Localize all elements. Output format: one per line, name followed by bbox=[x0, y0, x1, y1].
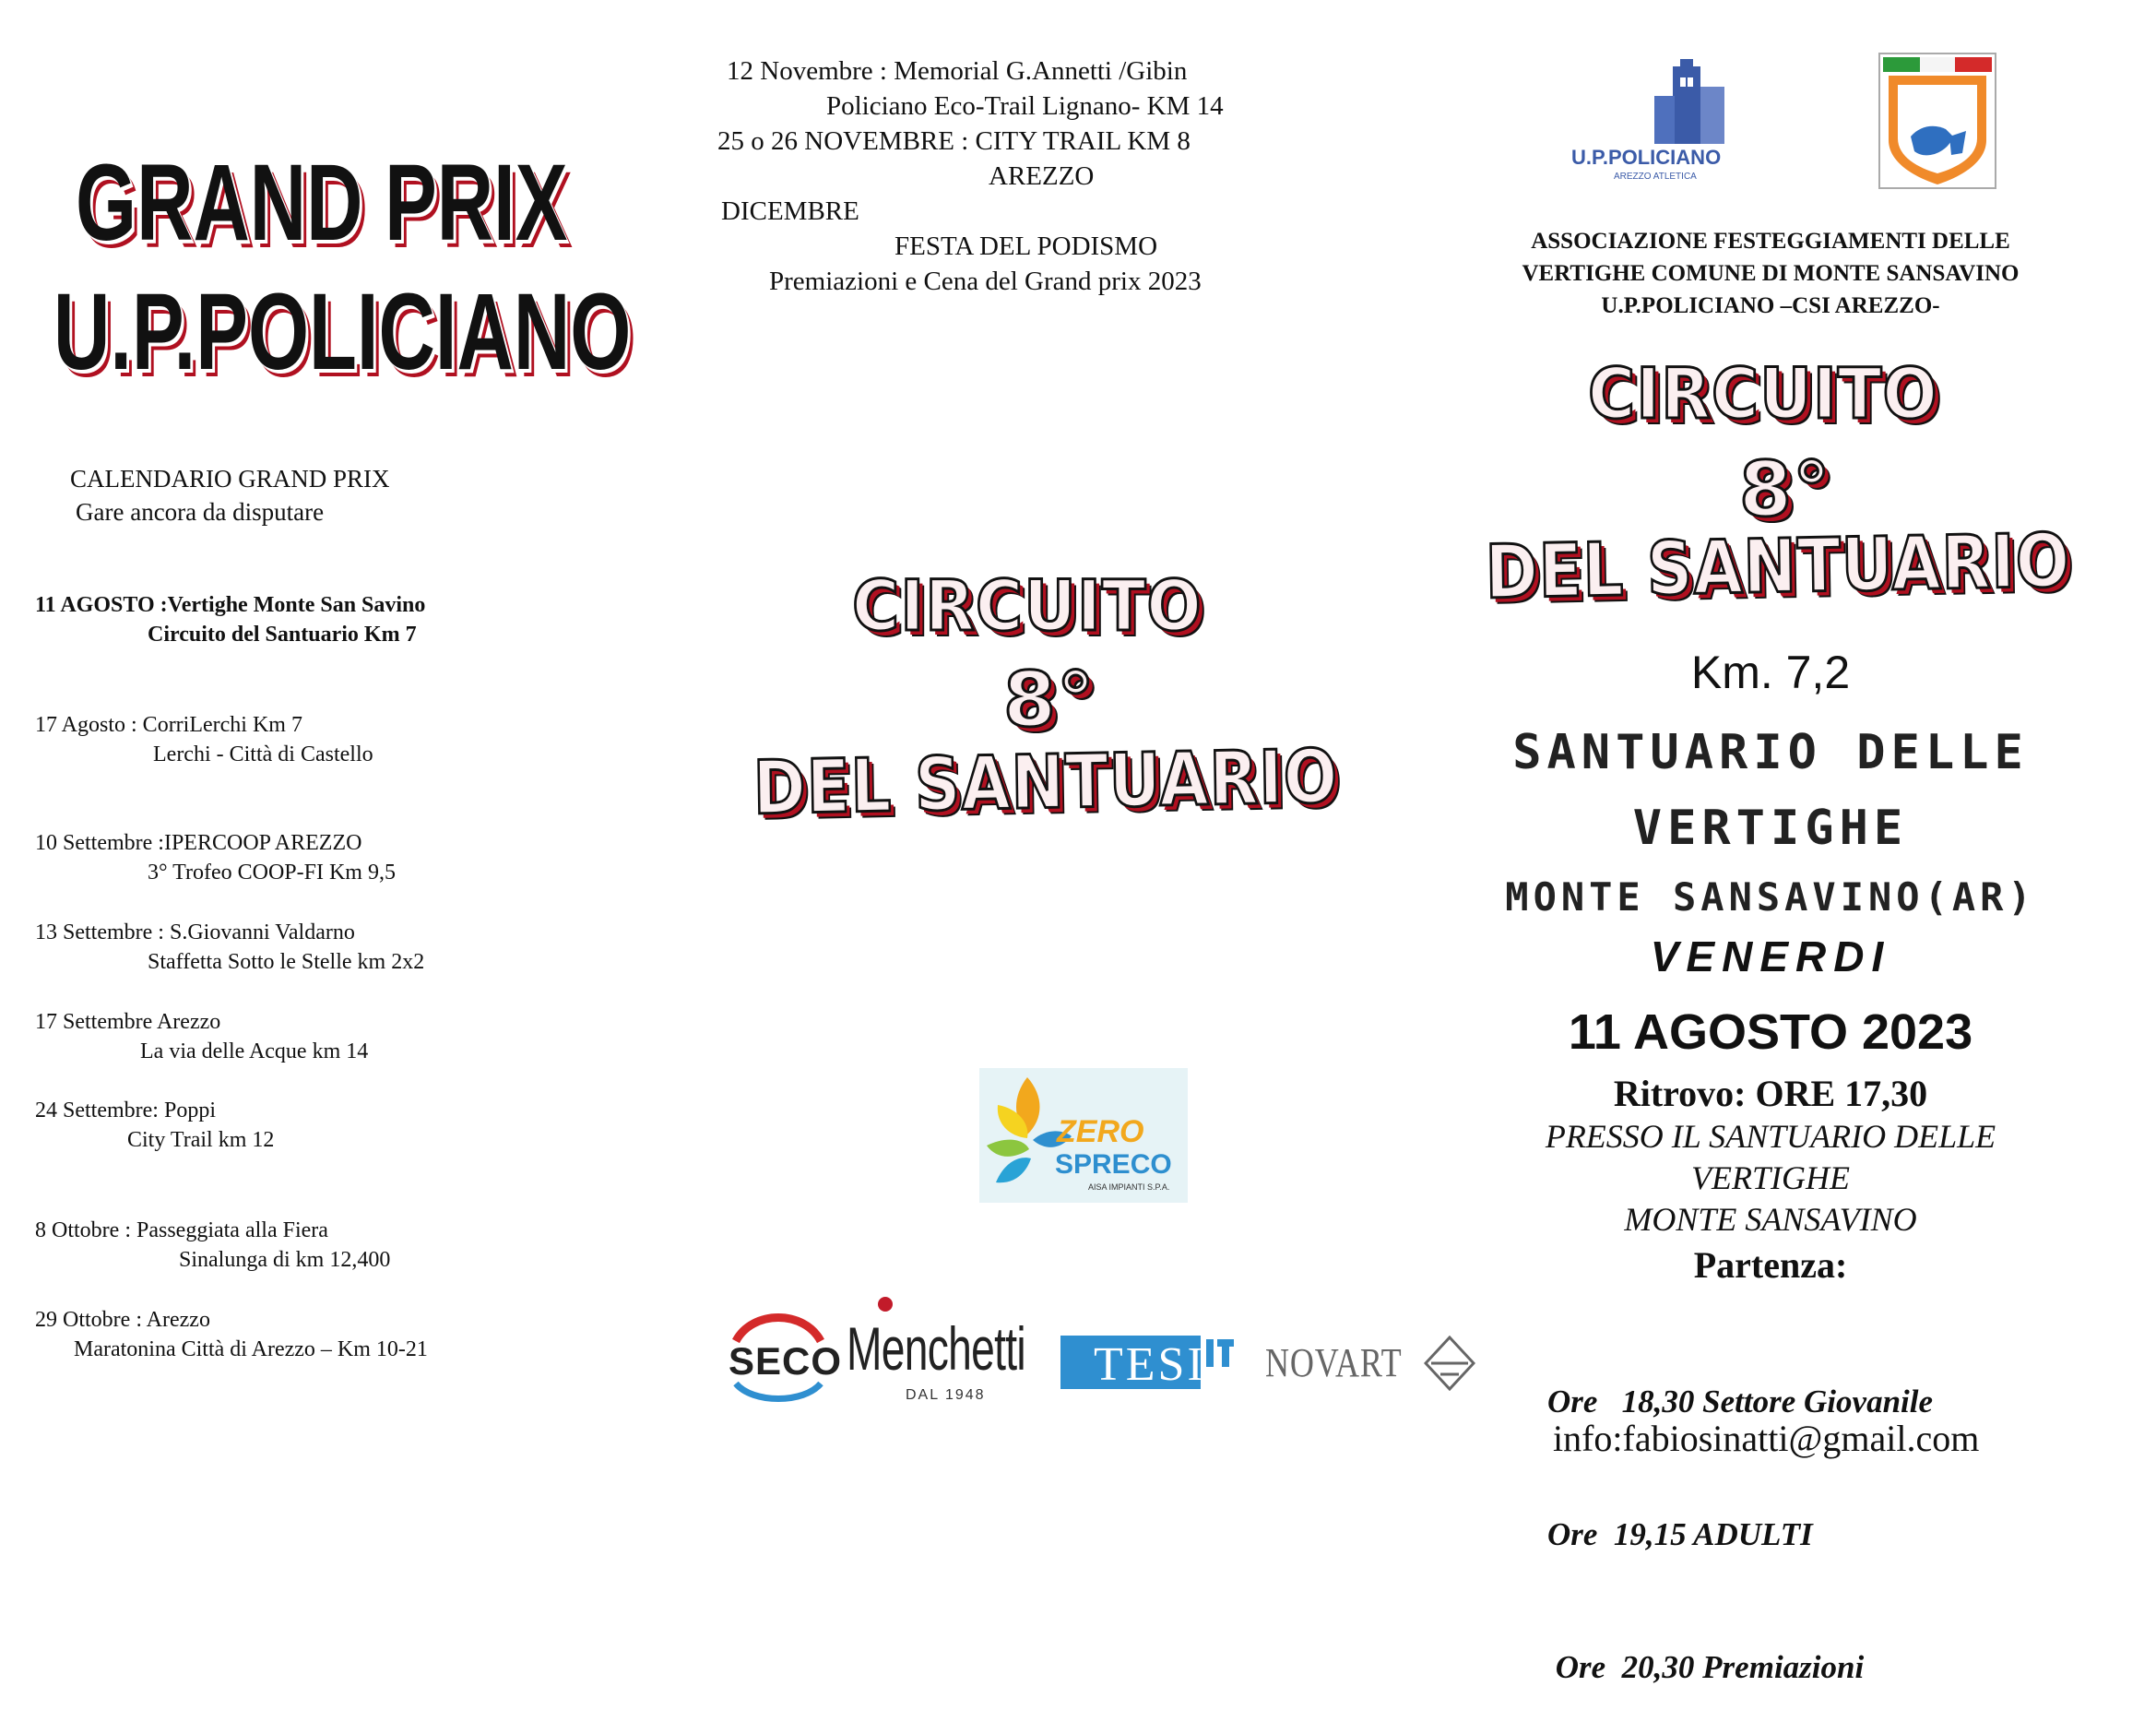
calendar-event bbox=[35, 710, 373, 769]
start-times bbox=[1547, 1291, 2064, 1734]
event-detail: Maratonina Città di Arezzo – Km 10-21 bbox=[74, 1337, 428, 1361]
shield-icon bbox=[1878, 52, 1997, 190]
tesi-mark-icon bbox=[1204, 1336, 1236, 1389]
event-title: 10 Settembre :IPERCOOP AREZZO bbox=[35, 831, 362, 855]
start-time-line: Ore 20,30 Premiazioni bbox=[1547, 1649, 1865, 1685]
schedule-line: AREZZO bbox=[989, 161, 1095, 191]
zero-spreco-line1: ZERO bbox=[1057, 1114, 1144, 1149]
organizer-line: U.P.POLICIANO –CSI AREZZO- bbox=[1601, 293, 1940, 318]
event-detail: 3° Trofeo COOP-FI Km 9,5 bbox=[148, 861, 396, 885]
tower-icon bbox=[1636, 59, 1737, 144]
middle-headline-line1: CIRCUITO bbox=[852, 564, 1202, 647]
start-time-line: Ore 19,15 ADULTI bbox=[1547, 1516, 1813, 1552]
middle-headline-line3: DEL SANTUARIO bbox=[752, 733, 1339, 831]
schedule-line: Premiazioni e Cena del Grand prix 2023 bbox=[769, 267, 1202, 296]
schedule-line: 25 o 26 NOVEMBRE : CITY TRAIL KM 8 bbox=[717, 126, 1191, 156]
event-title: 13 Settembre : S.Giovanni Valdarno bbox=[35, 920, 355, 944]
calendar-heading: CALENDARIO GRAND PRIX bbox=[70, 465, 390, 493]
event-detail: La via delle Acque km 14 bbox=[140, 1039, 369, 1063]
calendar-event bbox=[35, 828, 396, 887]
location-line1: SANTUARIO DELLE bbox=[1512, 725, 2029, 780]
grand-prix-title-line1: GRAND PRIX bbox=[76, 142, 568, 264]
event-detail: Lerchi - Città di Castello bbox=[153, 742, 373, 766]
location-line3: MONTE SANSAVINO(AR) bbox=[1505, 874, 2036, 920]
schedule-line: DICEMBRE bbox=[721, 196, 859, 226]
event-title: 24 Settembre: Poppi bbox=[35, 1099, 216, 1122]
schedule-block bbox=[701, 53, 1346, 299]
zero-spreco-logo bbox=[979, 1068, 1188, 1203]
menchetti-sub: DAL 1948 bbox=[906, 1387, 986, 1403]
location-line2: VERTIGHE bbox=[1632, 801, 1909, 856]
calendar-event bbox=[35, 590, 425, 649]
venue-line: PRESSO IL SANTUARIO DELLE bbox=[1545, 1118, 1996, 1155]
event-title: 17 Agosto : CorriLerchi Km 7 bbox=[35, 713, 302, 737]
middle-headline-line2: 8° bbox=[1003, 657, 1096, 744]
menchetti-logo bbox=[847, 1297, 1040, 1407]
organizer-line: VERTIGHE COMUNE DI MONTE SANSAVINO bbox=[1522, 261, 2020, 286]
menchetti-text: Menchetti bbox=[847, 1314, 1025, 1383]
venue-block bbox=[1439, 1116, 2103, 1241]
right-headline-line1: CIRCUITO bbox=[1588, 352, 1938, 434]
venue-line: VERTIGHE bbox=[1691, 1159, 1850, 1196]
calendar-event bbox=[35, 918, 424, 977]
meeting-time: Ritrovo: ORE 17,30 bbox=[1613, 1073, 1928, 1114]
schedule-line: FESTA DEL PODISMO bbox=[894, 232, 1158, 261]
event-title: 8 Ottobre : Passeggiata alla Fiera bbox=[35, 1218, 328, 1242]
event-title: 17 Settembre Arezzo bbox=[35, 1010, 221, 1034]
zero-spreco-line2: SPRECO bbox=[1055, 1149, 1172, 1180]
csi-shield-logo bbox=[1878, 52, 1997, 190]
right-headline-line3: DEL SANTUARIO bbox=[1485, 517, 2071, 615]
up-logo-line2: AREZZO ATLETICA bbox=[1614, 172, 1697, 182]
event-detail: Staffetta Sotto le Stelle km 2x2 bbox=[148, 950, 425, 974]
up-logo-line1: U.P.POLICIANO bbox=[1571, 146, 1722, 169]
tesi-text: TESI bbox=[1094, 1338, 1206, 1391]
tesi-box bbox=[1060, 1336, 1206, 1391]
organizer-line: ASSOCIAZIONE FESTEGGIAMENTI DELLE bbox=[1531, 229, 2010, 254]
right-headline-line2: 8° bbox=[1739, 446, 1832, 534]
organizers-block bbox=[1439, 225, 2103, 322]
contact-email[interactable]: info:fabiosinatti@gmail.com bbox=[1553, 1418, 1980, 1459]
calendar-event bbox=[35, 1305, 428, 1364]
novart-diamond-icon bbox=[1424, 1336, 1475, 1391]
event-detail: City Trail km 12 bbox=[127, 1128, 275, 1152]
up-policiano-logo bbox=[1571, 59, 1747, 188]
event-detail: Sinalunga di km 12,400 bbox=[179, 1248, 391, 1272]
calendar-event bbox=[35, 1007, 368, 1066]
novart-text: NOVART bbox=[1265, 1340, 1403, 1385]
novart-logo bbox=[1265, 1336, 1479, 1391]
venue-line: MONTE SANSAVINO bbox=[1624, 1201, 1917, 1238]
zero-spreco-line3: AISA IMPIANTI S.P.A. bbox=[1088, 1182, 1170, 1192]
weekday: VENERDI bbox=[1650, 932, 1891, 980]
tesi-logo bbox=[1060, 1336, 1236, 1389]
event-title: 11 AGOSTO :Vertighe Monte San Savino bbox=[35, 593, 426, 617]
schedule-line: Policiano Eco-Trail Lignano- KM 14 bbox=[826, 91, 1224, 121]
calendar-subheading: Gare ancora da disputare bbox=[76, 498, 325, 526]
race-distance: Km. 7,2 bbox=[1690, 647, 1851, 698]
calendar-event bbox=[35, 1216, 390, 1275]
start-time-line: Ore 18,30 Settore Giovanile bbox=[1547, 1384, 1934, 1419]
menchetti-dot-icon bbox=[878, 1297, 893, 1312]
calendar-event bbox=[35, 1096, 274, 1155]
event-detail: Circuito del Santuario Km 7 bbox=[148, 623, 417, 647]
seco-text: SECO bbox=[729, 1339, 843, 1383]
grand-prix-title-line2: U.P.POLICIANO bbox=[53, 271, 632, 393]
event-date: 11 AGOSTO 2023 bbox=[1568, 1004, 1973, 1060]
start-heading: Partenza: bbox=[1693, 1244, 1848, 1286]
schedule-line: 12 Novembre : Memorial G.Annetti /Gibin bbox=[727, 56, 1188, 86]
event-title: 29 Ottobre : Arezzo bbox=[35, 1308, 210, 1332]
seco-logo bbox=[725, 1300, 843, 1406]
